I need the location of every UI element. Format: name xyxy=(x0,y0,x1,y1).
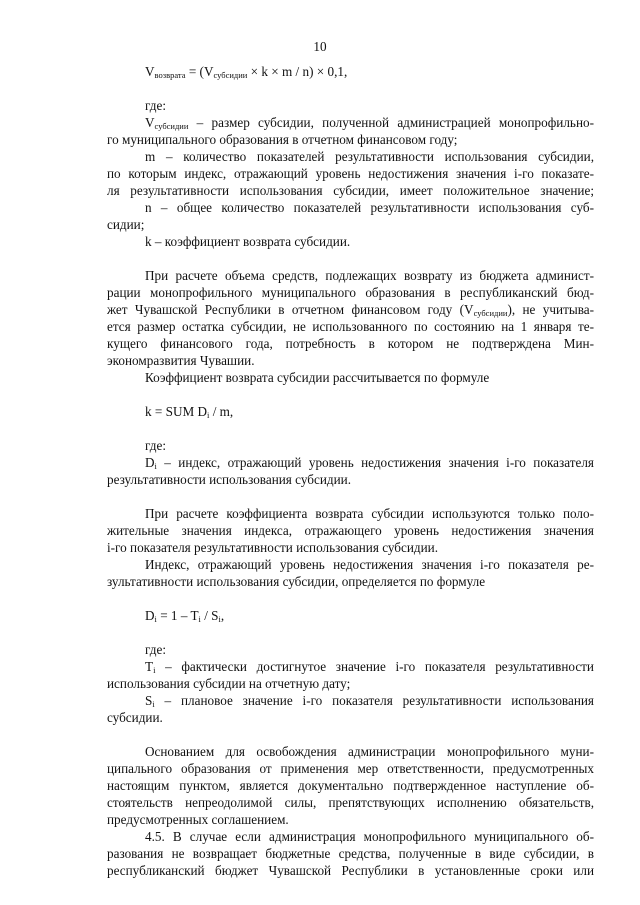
paragraph-line: жет Чувашской Республики в отчетном финансовом году $(V_{субсидии})$, не учитыва- xyxy=(107,302,594,318)
m-definition-cont: по которым индекс, отражающий уровень недостижения значения i-го показате- xyxy=(107,166,594,181)
v-definition: $V_{субсидии}$ – размер субсидии, полученной администрацией монопрофильно- xyxy=(145,115,594,131)
where-label: где: xyxy=(145,438,166,453)
where-label: где: xyxy=(145,98,166,113)
v-definition-cont: го муниципального образования в отчетном финансовом году; xyxy=(107,132,458,147)
paragraph-line: 4.5. В случае если администрация монопрофильного муниципального об- xyxy=(145,829,594,844)
paragraph-line: i-го показателя результативности использования субсидии. xyxy=(107,540,439,555)
s-definition-cont: субсидии. xyxy=(107,710,163,725)
paragraph-line: разования не возвращает бюджетные средства, полученные в виде субсидии, в xyxy=(107,846,594,861)
t-definition-cont: использования субсидии на отчетную дату; xyxy=(107,676,351,691)
paragraph-line: При расчете объема средств, подлежащих возврату из бюджета админист- xyxy=(145,268,594,283)
d-definition: $D_i$ – индекс, отражающий уровень недостижения значения i-го показателя xyxy=(145,455,594,471)
n-definition-cont: сидии; xyxy=(107,217,145,232)
n-definition: n – общее количество показателей результативности использования суб- xyxy=(145,200,594,215)
paragraph-line: зультативности использования субсидии, определяется по формуле xyxy=(107,574,486,589)
paragraph-line: рации монопрофильного муниципального образования в республиканский бюд- xyxy=(107,285,594,300)
formula-return-volume: $V_{возврата} = (V_{субсидии} \times k \times m / n) \times 0,1$, xyxy=(145,64,348,80)
m-definition-cont: ля результативности использования субсидии, имеет положительное значение; xyxy=(107,183,594,198)
paragraph-line: кущего финансового года, потребность в котором не подтверждена Мин- xyxy=(107,336,594,351)
paragraph-line: ципального образования от применения мер ответственности, предусмотренных xyxy=(107,761,594,776)
formula-d: $D_i = 1 - T_i / S_i$, xyxy=(145,608,225,624)
where-label: где: xyxy=(145,642,166,657)
paragraph-line: При расчете коэффициента возврата субсидии используются только поло- xyxy=(145,506,594,521)
paragraph-line: ется размер остатка субсидии, не использованного по состоянию на 1 января те- xyxy=(107,319,594,334)
paragraph-line: Основанием для освобождения администрации монопрофильного муни- xyxy=(145,744,594,759)
k-definition: k – коэффициент возврата субсидии. xyxy=(145,234,351,249)
paragraph-line: предусмотренных соглашением. xyxy=(107,812,289,827)
paragraph-line: жительные значения индекса, отражающего уровень недостижения значения xyxy=(107,523,594,538)
m-definition: m – количество показателей результативности использования субсидии, xyxy=(145,149,594,164)
formula-k: k = SUM $D_i$ / m, xyxy=(145,404,234,420)
t-definition: $T_i$ – фактически достигнутое значение i-го показателя результативности xyxy=(145,659,594,675)
paragraph-line: экономразвития Чувашии. xyxy=(107,353,255,368)
s-definition: $S_i$ – плановое значение i-го показателя результативности использования xyxy=(145,693,594,709)
k-formula-intro: Коэффициент возврата субсидии рассчитывается по формуле xyxy=(145,370,490,385)
paragraph-line: Индекс, отражающий уровень недостижения значения i-го показателя ре- xyxy=(145,557,594,572)
d-definition-cont: результативности использования субсидии. xyxy=(107,472,352,487)
paragraph-line: стоятельств непреодолимой силы, препятствующих исполнению обязательств, xyxy=(107,795,594,810)
paragraph-line: настоящим пунктом, является документально подтвержденное наступление об- xyxy=(107,778,594,793)
paragraph-line: республиканский бюджет Чувашской Республики в установленные сроки или xyxy=(107,863,594,878)
page-number: 10 xyxy=(313,39,327,54)
